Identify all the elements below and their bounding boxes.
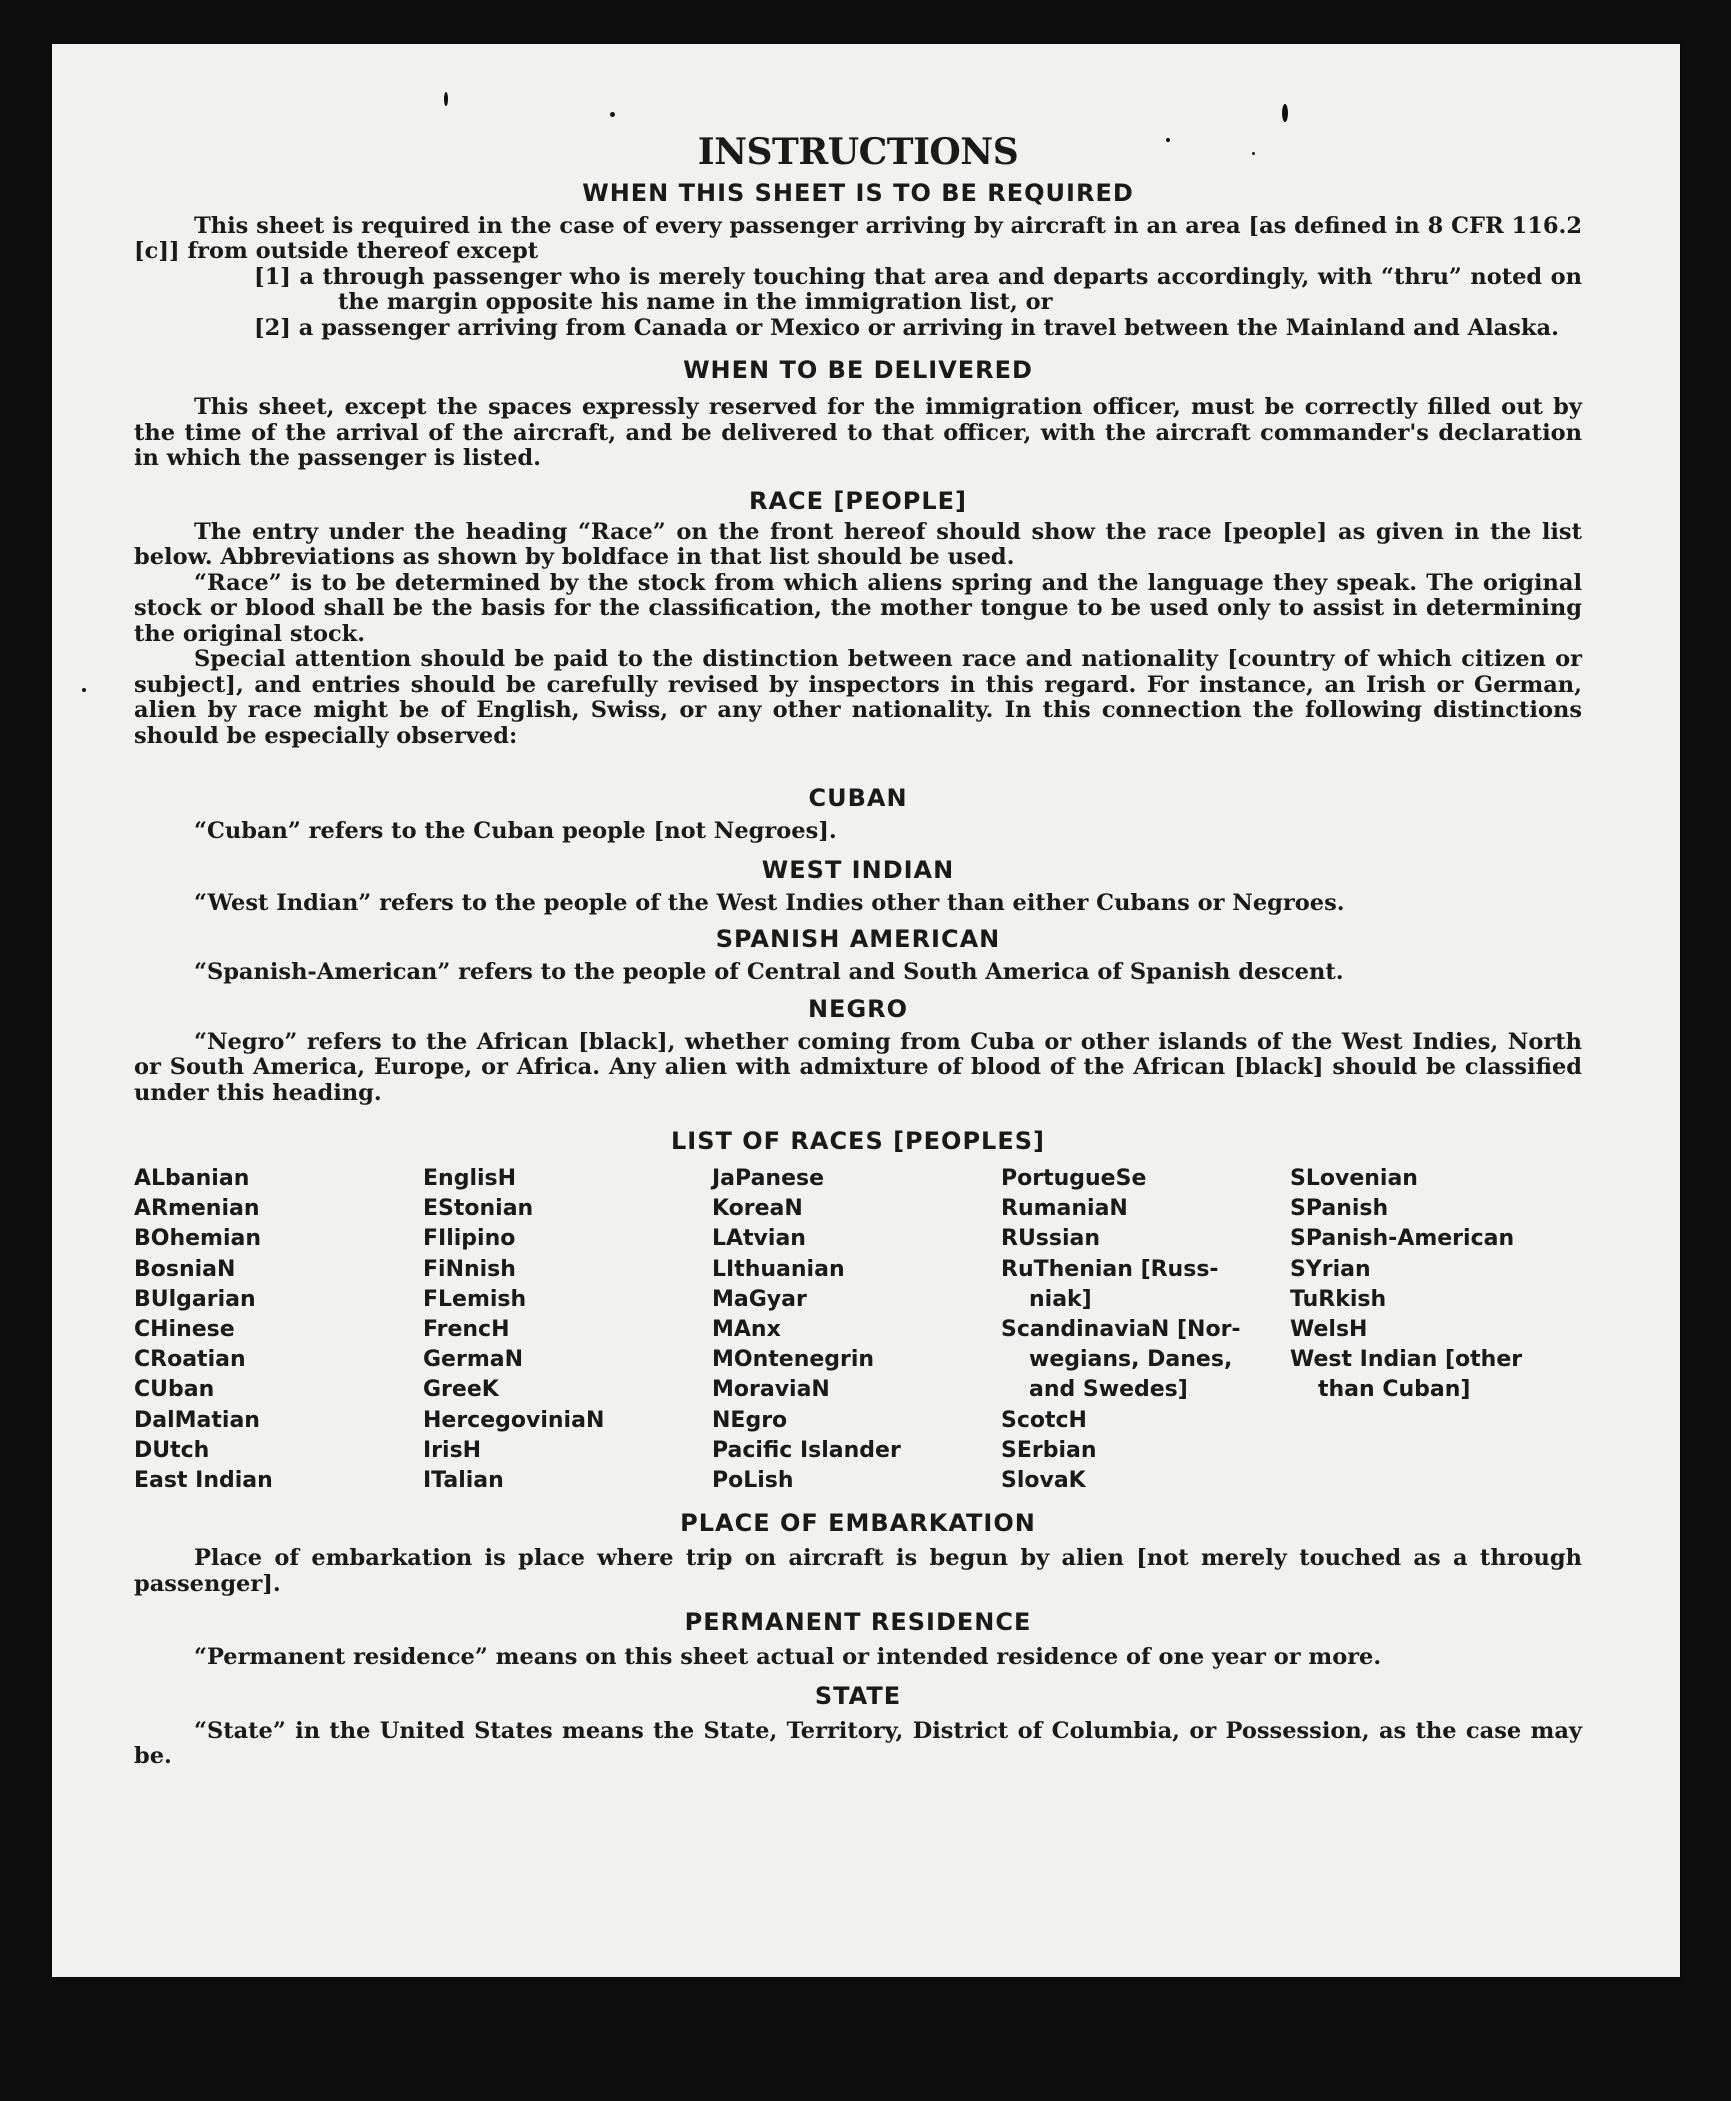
race-entry: SLovenian bbox=[1290, 1166, 1418, 1191]
race-entry: GermaN bbox=[423, 1347, 524, 1373]
section-heading-west-indian: WEST INDIAN bbox=[761, 855, 955, 884]
race-entry: MOntenegrin bbox=[712, 1347, 875, 1373]
race-entry-continuation: than Cuban] bbox=[1318, 1377, 1471, 1403]
race-entry: FrencH bbox=[423, 1317, 510, 1343]
race-entry: NEgro bbox=[712, 1407, 788, 1433]
race-entry: DalMatian bbox=[134, 1407, 260, 1433]
race-entry-continuation: niak] bbox=[1029, 1286, 1092, 1312]
race-entry: JaPanese bbox=[712, 1166, 825, 1191]
ink-speck bbox=[610, 112, 615, 117]
ink-speck bbox=[82, 688, 86, 692]
section-heading-race: RACE [PEOPLE] bbox=[748, 486, 968, 515]
race-entry: EnglisH bbox=[423, 1166, 517, 1191]
race-entry: ScotcH bbox=[1001, 1407, 1087, 1433]
page-title: INSTRUCTIONS bbox=[697, 131, 1019, 173]
race-entry: BosniaN bbox=[134, 1256, 236, 1282]
races-column-1 bbox=[134, 1164, 423, 1496]
race-entry: TuRkish bbox=[1290, 1286, 1387, 1312]
instructions-body bbox=[134, 131, 1582, 1770]
paragraph-embarkation: Place of embarkation is place where trip on aircraft is begun by alien [not merely touched as a through passenger]. bbox=[134, 1545, 1582, 1597]
race-entry: West Indian [other bbox=[1290, 1347, 1523, 1373]
race-entry: CUban bbox=[134, 1377, 215, 1403]
paragraph-cuban: “Cuban” refers to the Cuban people [not Negroes]. bbox=[194, 818, 837, 844]
race-entry-continuation: and Swedes] bbox=[1029, 1377, 1188, 1403]
race-entry: ARmenian bbox=[134, 1196, 260, 1222]
races-column-5 bbox=[1290, 1164, 1579, 1496]
section-heading-embarkation: PLACE OF EMBARKATION bbox=[680, 1509, 1036, 1538]
section-heading-list-of-races: LIST OF RACES [PEOPLES] bbox=[671, 1127, 1045, 1155]
race-entry: SlovaK bbox=[1001, 1468, 1086, 1494]
race-entry: SErbian bbox=[1001, 1437, 1097, 1463]
section-heading-spanish-american: SPANISH AMERICAN bbox=[715, 925, 1001, 953]
paragraph-race-entry: The entry under the heading “Race” on the front hereof should show the race [people] as given in the list below. Abbreviations as shown by boldface in that list should be used. bbox=[134, 518, 1582, 570]
race-entry: WelsH bbox=[1290, 1317, 1368, 1343]
paragraph-delivered: This sheet, except the spaces expressly reserved for the immigration officer, must be correctly filled out by the time of the arrival of the aircraft, and be delivered to that officer, with the aircraft commander's declaration in which the passenger is listed. bbox=[134, 394, 1582, 471]
section-heading-residence: PERMANENT RESIDENCE bbox=[684, 1608, 1032, 1637]
races-column-4 bbox=[1001, 1164, 1290, 1496]
race-entry: East Indian bbox=[134, 1468, 273, 1494]
list-item-through-passenger: [1] a through passenger who is merely touching that area and departs accordingly, with “thru” noted on the margin opposite his name in the immigration list, or bbox=[254, 263, 1582, 315]
race-entry: BOhemian bbox=[134, 1226, 262, 1252]
race-entry: RuThenian [Russ- bbox=[1001, 1256, 1219, 1282]
race-entry: PoLish bbox=[712, 1468, 794, 1494]
race-entry: FiNnish bbox=[423, 1256, 516, 1282]
race-entry: SYrian bbox=[1290, 1256, 1371, 1282]
section-heading-state: STATE bbox=[814, 1681, 902, 1710]
paragraph-residence: “Permanent residence” means on this sheet actual or intended residence of one year or more. bbox=[194, 1644, 1382, 1671]
section-heading-delivered: WHEN TO BE DELIVERED bbox=[683, 356, 1033, 384]
document-sheet bbox=[52, 44, 1680, 1977]
race-entry: EStonian bbox=[423, 1196, 534, 1222]
paragraph-spanish-american: “Spanish-American” refers to the people of Central and South America of Spanish descent. bbox=[194, 959, 1344, 985]
race-entry: SPanish-American bbox=[1290, 1226, 1515, 1252]
race-entry: MAnx bbox=[712, 1317, 781, 1343]
section-heading-required: WHEN THIS SHEET IS TO BE REQUIRED bbox=[582, 178, 1134, 207]
race-entry: Pacific Islander bbox=[712, 1437, 901, 1463]
race-entry: FLemish bbox=[423, 1286, 527, 1312]
race-entry: MaGyar bbox=[712, 1286, 807, 1312]
races-table bbox=[134, 1164, 1582, 1496]
race-entry: GreeK bbox=[423, 1377, 499, 1403]
race-entry: DUtch bbox=[134, 1437, 210, 1463]
list-item-canada-mexico: [2] a passenger arriving from Canada or Mexico or arriving in travel between the Mainland and Alaska. bbox=[254, 314, 1559, 341]
paragraph-race-nationality: Special attention should be paid to the distinction between race and nationality [country of which citizen or subject], and entries should be carefully revised by inspectors in this regard. For instance, an Irish or German, alien by race might be of English, Swiss, or any other nationality. In this connection the following distinctions should be especially observed: bbox=[134, 646, 1582, 749]
paragraph-required: This sheet is required in the case of every passenger arriving by aircraft in an area [as defined in 8 CFR 116.2 [c]] from outside thereof except bbox=[134, 212, 1582, 264]
race-entry: BUlgarian bbox=[134, 1286, 256, 1312]
race-entry: ITalian bbox=[423, 1468, 504, 1494]
race-entry: PortugueSe bbox=[1001, 1166, 1147, 1191]
ink-speck bbox=[444, 92, 448, 106]
race-entry: KoreaN bbox=[712, 1196, 803, 1222]
race-entry: RUssian bbox=[1001, 1226, 1101, 1252]
race-entry: CRoatian bbox=[134, 1347, 246, 1373]
paragraph-negro: “Negro” refers to the African [black], whether coming from Cuba or other islands of the West Indies, North or South America, Europe, or Africa. Any alien with admixture of blood of the African [black] should be classified under this heading. bbox=[134, 1028, 1582, 1106]
paragraph-west-indian: “West Indian” refers to the people of the West Indies other than either Cubans or Negroes. bbox=[194, 889, 1345, 916]
race-entry: SPanish bbox=[1290, 1196, 1389, 1222]
paragraph-state: “State” in the United States means the State, Territory, District of Columbia, or Possession, as the case may be. bbox=[134, 1717, 1582, 1770]
race-entry: CHinese bbox=[134, 1317, 235, 1343]
race-entry: IrisH bbox=[423, 1437, 482, 1463]
races-column-3 bbox=[712, 1164, 1001, 1496]
race-entry: MoraviaN bbox=[712, 1377, 830, 1403]
race-entry: LIthuanian bbox=[712, 1256, 845, 1282]
ink-speck bbox=[1282, 104, 1288, 122]
races-column-2 bbox=[423, 1164, 712, 1496]
race-entry: RumaniaN bbox=[1001, 1196, 1128, 1222]
section-heading-cuban: CUBAN bbox=[808, 784, 908, 812]
race-entry: ALbanian bbox=[134, 1166, 250, 1191]
race-entry: ScandinaviaN [Nor- bbox=[1001, 1317, 1241, 1343]
race-entry-continuation: wegians, Danes, bbox=[1029, 1347, 1233, 1373]
race-entry: FIlipino bbox=[423, 1226, 516, 1252]
paragraph-race-determination: “Race” is to be determined by the stock from which aliens spring and the language they speak. The original stock or blood shall be the basis for the classification, the mother tongue to be used only to assist in determining the original stock. bbox=[134, 569, 1582, 647]
race-entry: HercegoviniaN bbox=[423, 1407, 605, 1433]
section-heading-negro: NEGRO bbox=[807, 994, 909, 1023]
race-entry: LAtvian bbox=[712, 1226, 806, 1252]
